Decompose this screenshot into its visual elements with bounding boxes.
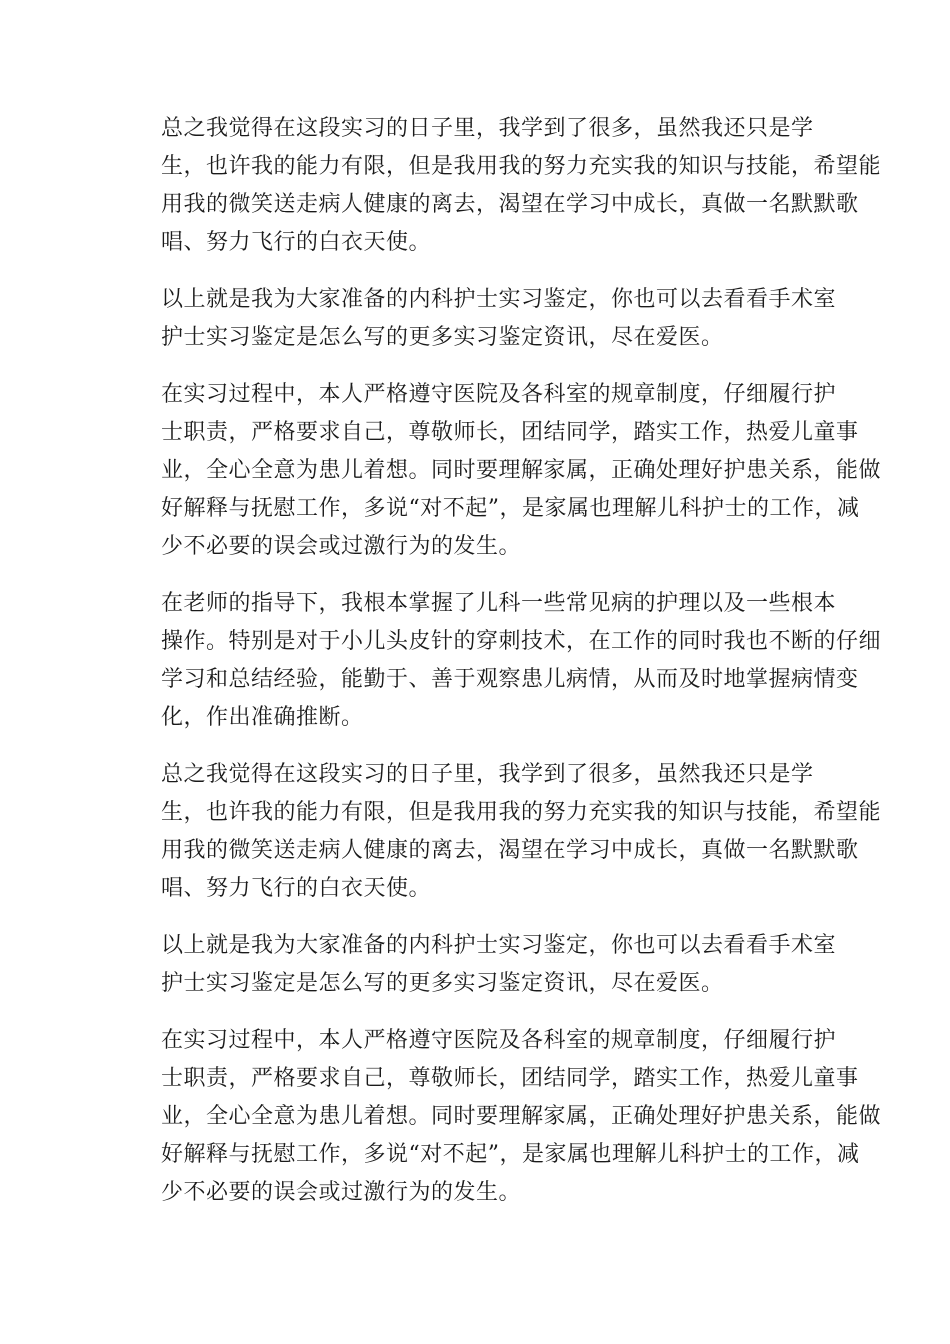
text-line: 总之我觉得在这段实习的日子里，我学到了很多，虽然我还只是学	[161, 116, 814, 141]
text-line: 业，全心全意为患儿着想。同时要理解家属，正确处理好护患关系，能做	[161, 458, 882, 483]
text-line: 士职责，严格要求自己，尊敬师长，团结同学，踏实工作，热爱儿童事	[161, 1066, 859, 1091]
text-line: 在实习过程中，本人严格遵守医院及各科室的规章制度，仔细履行护	[161, 1028, 837, 1053]
paragraph-5	[117, 756, 882, 908]
text-line: 在老师的指导下，我根本掌握了儿科一些常见病的护理以及一些根本	[161, 591, 837, 616]
text-line: 好解释与抚慰工作，多说“对不起”，是家属也理解儿科护士的工作，减	[161, 1142, 860, 1167]
paragraph-4	[117, 585, 882, 737]
paragraph-6	[117, 927, 837, 1003]
paragraph-1	[117, 110, 882, 262]
text-line: 护士实习鉴定是怎么写的更多实习鉴定资讯，尽在爱医。	[161, 971, 724, 996]
text-line: 总之我觉得在这段实习的日子里，我学到了很多，虽然我还只是学	[161, 762, 814, 787]
text-line: 用我的微笑送走病人健康的离去，渴望在学习中成长，真做一名默默歌	[161, 838, 859, 863]
text-line: 用我的微笑送走病人健康的离去，渴望在学习中成长，真做一名默默歌	[161, 192, 859, 217]
text-line: 生，也许我的能力有限，但是我用我的努力充实我的知识与技能，希望能	[161, 800, 882, 825]
text-line: 学习和总结经验，能勤于、善于观察患儿病情，从而及时地掌握病情变	[161, 667, 859, 692]
text-line: 护士实习鉴定是怎么写的更多实习鉴定资讯，尽在爱医。	[161, 325, 724, 350]
text-line: 在实习过程中，本人严格遵守医院及各科室的规章制度，仔细履行护	[161, 382, 837, 407]
text-line: 以上就是我为大家准备的内科护士实习鉴定，你也可以去看看手术室	[161, 933, 837, 958]
text-line: 操作。特别是对于小儿头皮针的穿刺技术，在工作的同时我也不断的仔细	[161, 629, 882, 654]
text-line: 唱、努力飞行的白衣天使。	[161, 230, 432, 255]
text-line: 唱、努力飞行的白衣天使。	[161, 876, 432, 901]
text-line: 业，全心全意为患儿着想。同时要理解家属，正确处理好护患关系，能做	[161, 1104, 882, 1129]
text-line: 生，也许我的能力有限，但是我用我的努力充实我的知识与技能，希望能	[161, 154, 882, 179]
text-line: 士职责，严格要求自己，尊敬师长，团结同学，踏实工作，热爱儿童事	[161, 420, 859, 445]
text-line: 以上就是我为大家准备的内科护士实习鉴定，你也可以去看看手术室	[161, 287, 837, 312]
text-line: 少不必要的误会或过激行为的发生。	[161, 534, 522, 559]
paragraph-7	[117, 1022, 882, 1212]
text-line: 好解释与抚慰工作，多说“对不起”，是家属也理解儿科护士的工作，减	[161, 496, 860, 521]
paragraph-3	[117, 376, 882, 566]
text-line: 化，作出准确推断。	[161, 705, 364, 730]
document-body	[117, 110, 882, 1231]
paragraph-2	[117, 281, 837, 357]
text-line: 少不必要的误会或过激行为的发生。	[161, 1180, 522, 1205]
